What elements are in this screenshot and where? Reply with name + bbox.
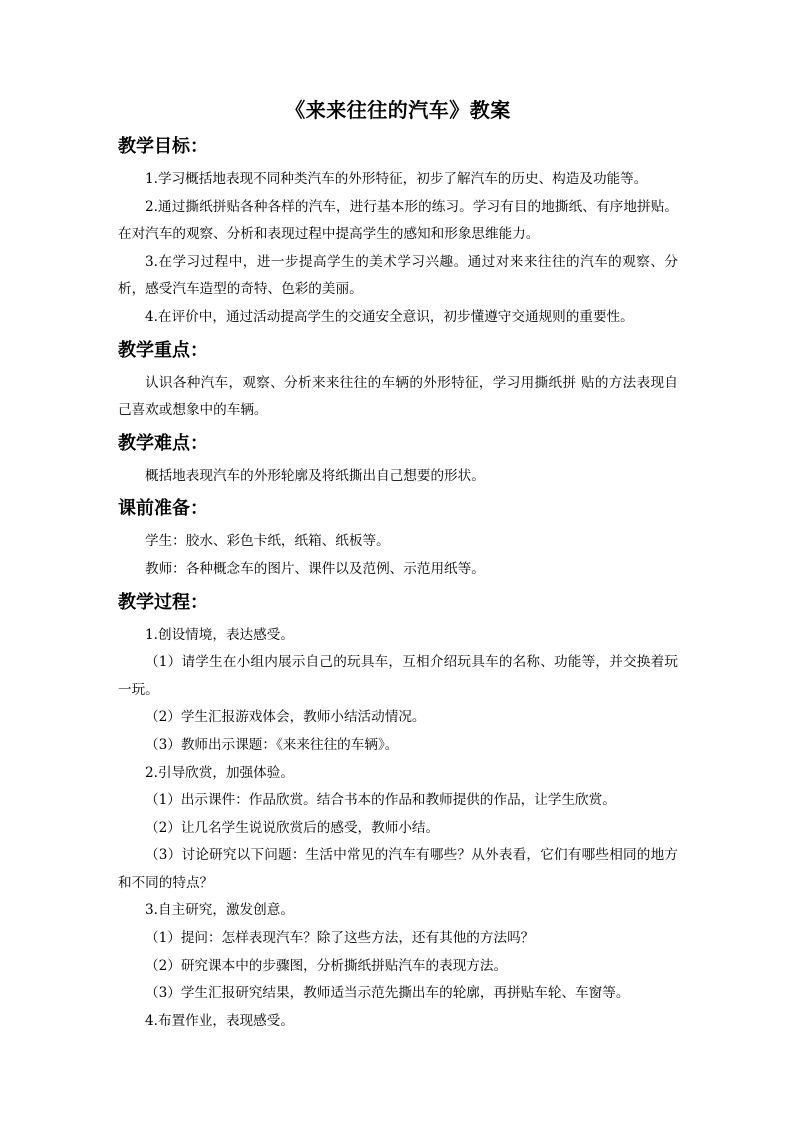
section-preparation	[118, 496, 678, 583]
section-heading: 教学过程：	[118, 591, 208, 613]
paragraph: 4.在评价中，通过活动提高学生的交通安全意识，初步懂遵守交通规则的重要性。	[145, 308, 634, 325]
paragraph: （2）研究课本中的步骤图，分析撕纸拼贴汽车的表现方法。	[145, 957, 508, 974]
paragraph: 概括地表现汽车的外形轮廓及将纸撕出自己想要的形状。	[145, 467, 485, 484]
section-heading: 教学目标：	[118, 136, 208, 157]
paragraph: 学生：胶水、彩色卡纸，纸箱、纸板等。	[145, 533, 390, 550]
paragraph: （3）讨论研究以下问题：生活中常见的汽车有哪些？从外表看，它们有哪些相同的地方和不同的特点？	[118, 847, 678, 891]
paragraph: 3.在学习过程中，进一步提高学生的美术学习兴趣。通过对来来往往的汽车的观察、分析，感受汽车造型的奇特、色彩的美丽。	[118, 253, 678, 298]
section-heading: 教学重点：	[118, 339, 208, 361]
paragraph: 认识各种汽车，观察、分析来来往往的车辆的外形特征，学习用撕纸拼 贴的方法表现自己喜欢或想象中的车辆。	[118, 374, 678, 419]
section-objectives	[118, 134, 678, 332]
section-heading: 课前准备：	[118, 498, 208, 520]
section-heading: 教学难点：	[118, 432, 208, 454]
paragraph: 1.创设情境，表达感受。	[145, 626, 294, 643]
section-process	[118, 590, 678, 1036]
paragraph: 3.自主研究，激发创意。	[145, 902, 294, 919]
paragraph: （1）出示课件：作品欣赏。结合书本的作品和教师提供的作品，让学生欣赏。	[145, 792, 616, 809]
document-title: 《来来往往的汽车》教案	[285, 98, 511, 122]
paragraph: 1.学习概括地表现不同种类汽车的外形特征，初步了解汽车的历史、构造及功能等。	[145, 171, 648, 187]
section-key-points	[118, 338, 678, 425]
paragraph: （2）让几名学生说说欣赏后的感受，教师小结。	[145, 819, 440, 836]
paragraph: （1）提问：怎样表现汽车？除了这些方法，还有其他的方法吗？	[145, 930, 535, 947]
paragraph: （2）学生汇报游戏体会，教师小结活动情况。	[145, 709, 426, 726]
paragraph: （3）学生汇报研究结果，教师适当示范先撕出车的轮廓，再拼贴车轮、车窗等。	[145, 985, 630, 1002]
paragraph: （3）教师出示课题：《来来往往的车辆》。	[145, 736, 399, 753]
paragraph: 2.引导欣赏，加强体验。	[145, 764, 294, 781]
paragraph: 教师：各种概念车的图片、课件以及范例、示范用纸等。	[145, 560, 485, 577]
paragraph: （1）请学生在小组内展示自己的玩具车，互相介绍玩具车的名称、功能等，并交换着玩一玩。	[118, 654, 678, 698]
section-difficulties	[118, 431, 678, 491]
document-page	[118, 96, 678, 1037]
paragraph: 2.通过撕纸拼贴各种各样的汽车，进行基本形的练习。学习有目的地撕纸、有序地拼贴。在对汽车的观察、分析和表现过程中提高学生的感知和形象思维能力。	[118, 198, 678, 243]
paragraph: 4.布置作业，表现感受。	[145, 1012, 294, 1029]
